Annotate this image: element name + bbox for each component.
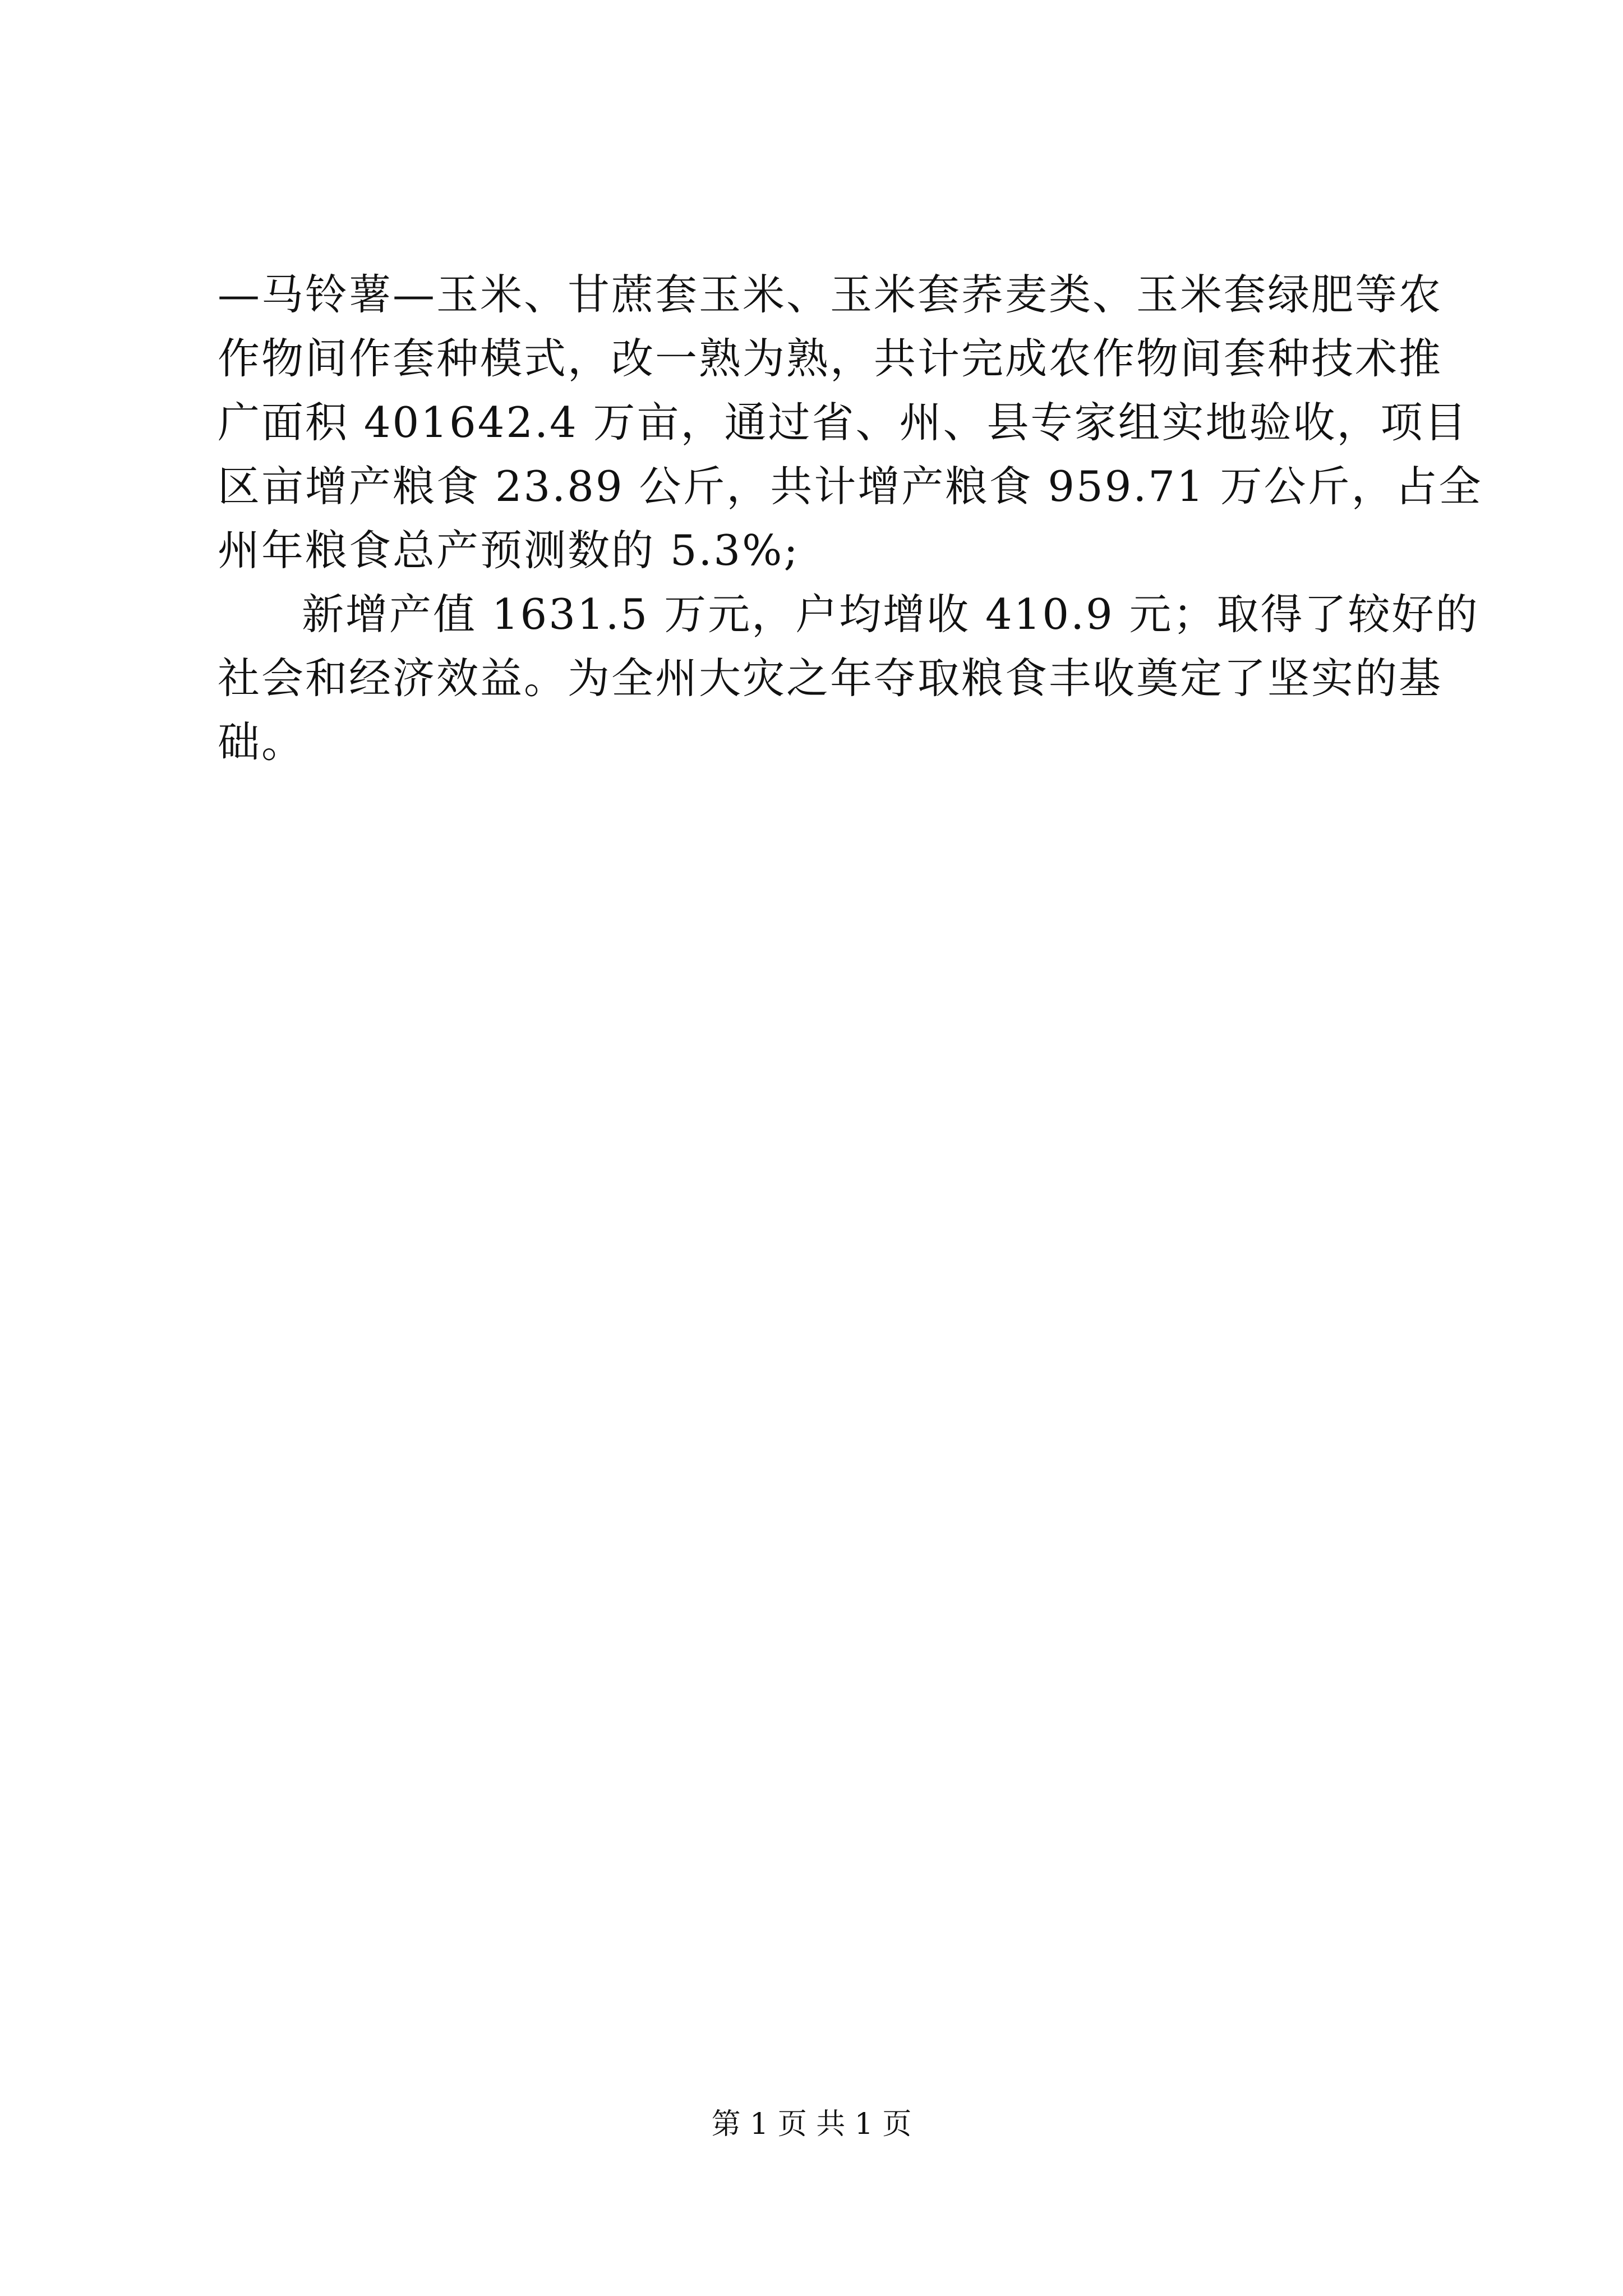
paragraph-line: 广面积 401642.4 万亩，通过省、州、县专家组实地验收，项目 <box>218 398 1468 447</box>
paragraph-line: 作物间作套种模式，改一熟为熟，共计完成农作物间套种技术推 <box>218 334 1443 383</box>
paragraph-line: 新增产值 1631.5 万元，户均增收 410.9 元；取得了较好的 <box>302 590 1479 639</box>
paragraph-line: 区亩增产粮食 23.89 公斤，共计增产粮食 959.71 万公斤，占全 <box>218 462 1483 511</box>
body-text <box>218 263 1483 774</box>
page-footer: 第 1 页 共 1 页 <box>711 2108 912 2141</box>
paragraph-line: 州年粮食总产预测数的 5.3%; <box>218 526 800 575</box>
paragraph-line: 社会和经济效益。为全州大灾之年夺取粮食丰收奠定了坚实的基 <box>218 654 1443 703</box>
paragraph-line: —马铃薯—玉米、甘蔗套玉米、玉米套荞麦类、玉米套绿肥等农 <box>218 270 1443 319</box>
paragraph-line: 础。 <box>218 717 306 767</box>
